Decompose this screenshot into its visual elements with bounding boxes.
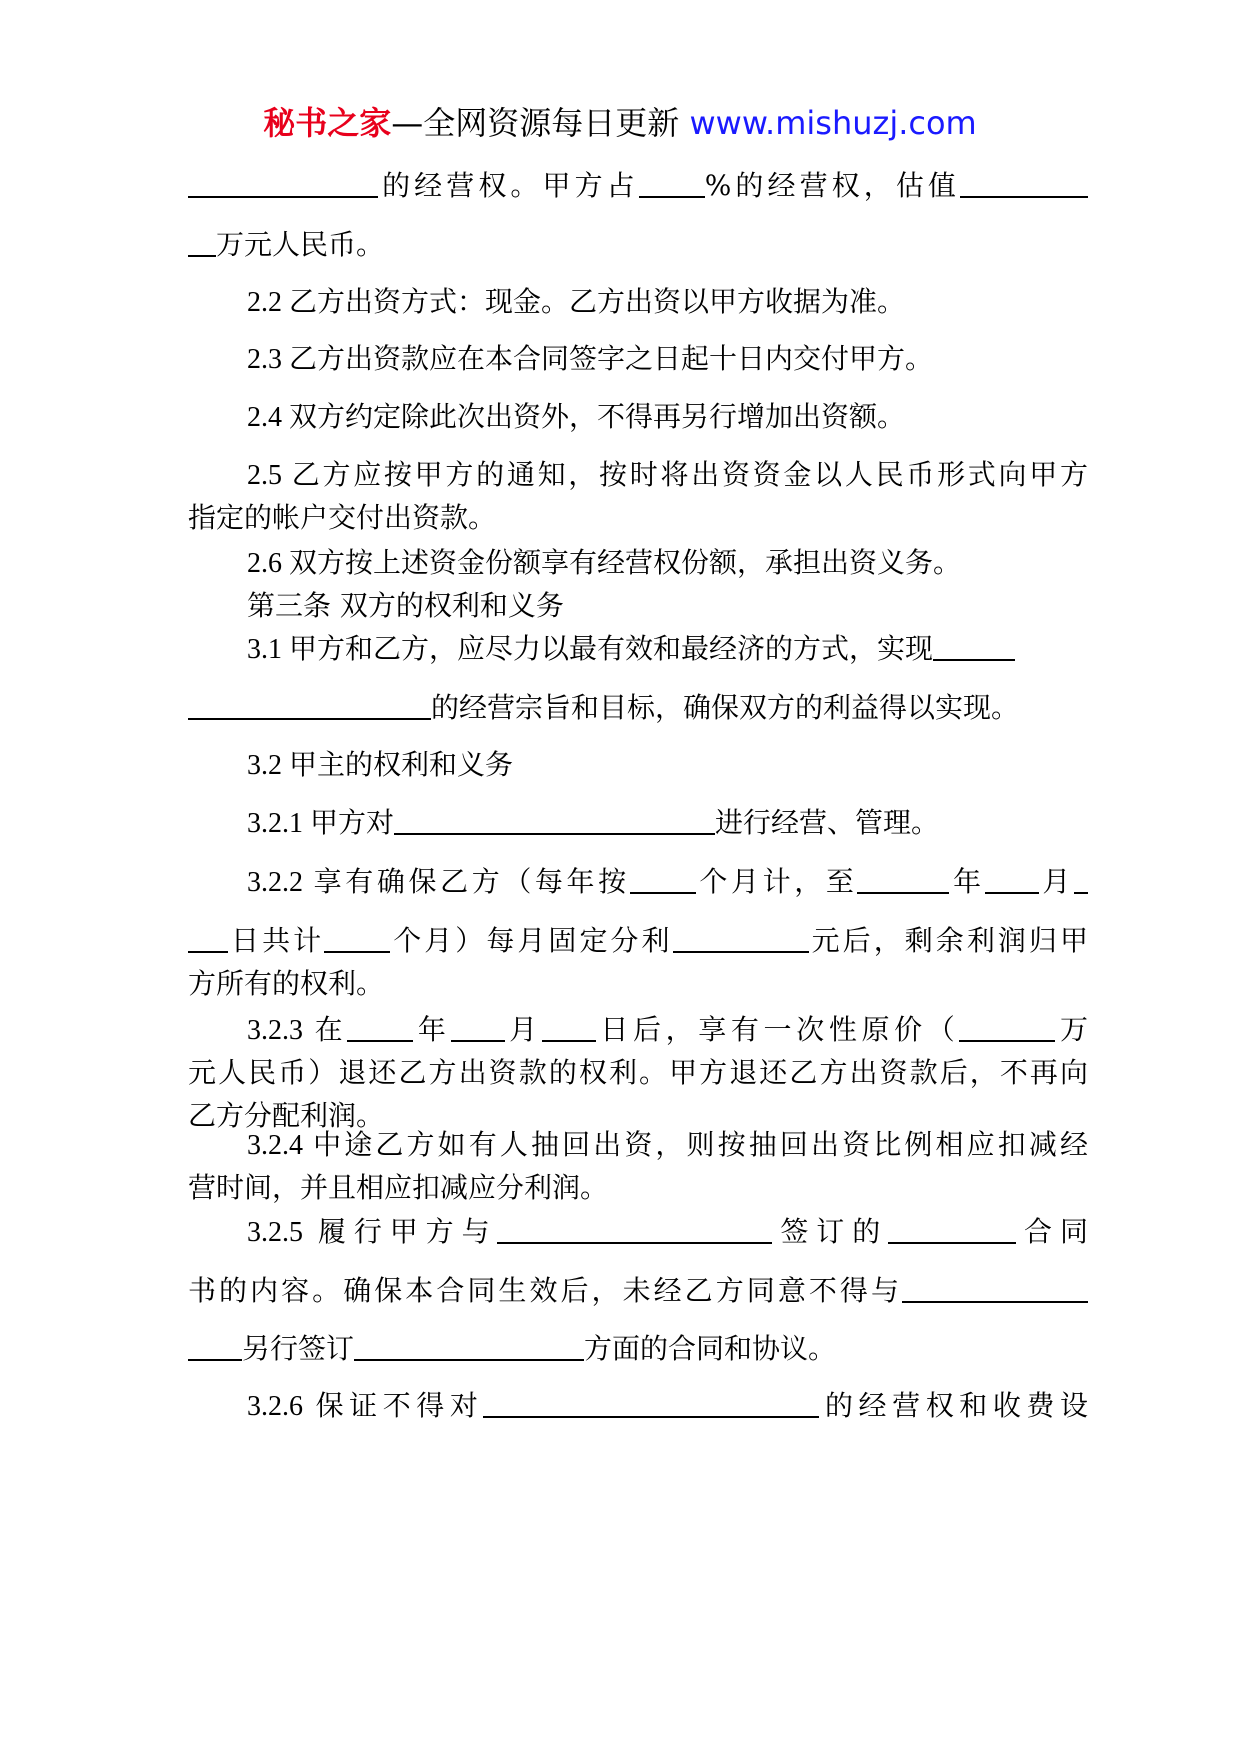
clause-3-2-5: 3.2.5 履行甲方与 签订的 合同 — [247, 1217, 1088, 1248]
blank-field — [188, 170, 378, 198]
blank-field — [497, 1216, 772, 1244]
clause-3-2-6: 3.2.6 保证不得对 的经营权和收费设 — [247, 1391, 1088, 1422]
header-tagline: —全网资源每日更新 — [391, 104, 680, 142]
blank-field — [933, 633, 1015, 661]
clause-2-5-cont: 指定的帐户交付出资款。 — [188, 501, 497, 534]
blank-field — [394, 807, 715, 835]
blank-field — [188, 925, 228, 953]
clause-3-2-2-cont: 日共计 个月）每月固定分利 元后，剩余利润归甲 — [188, 921, 1088, 961]
clause-3-2-3-end: 乙方分配利润。 — [188, 1099, 385, 1132]
blank-field — [324, 925, 390, 953]
blank-field — [673, 925, 809, 953]
article-3-title: 第三条 双方的权利和义务 — [247, 589, 564, 622]
blank-field — [347, 1014, 413, 1042]
site-url[interactable]: www.mishuzj.com — [689, 104, 977, 142]
clause-3-1-cont: 的经营宗旨和目标，确保双方的利益得以实现。 — [188, 688, 1088, 728]
blank-field — [188, 692, 431, 720]
blank-field — [354, 1333, 584, 1361]
blank-field — [959, 1014, 1055, 1042]
clause-3-2-5-cont: 书的内容。确保本合同生效后，未经乙方同意不得与 — [188, 1271, 1088, 1311]
blank-field — [188, 1333, 242, 1361]
clause-2-5: 2.5 乙方应按甲方的通知，按时将出资资金以人民币形式向甲方 — [247, 460, 1088, 491]
clause-2-2: 2.2 乙方出资方式：现金。乙方出资以甲方收据为准。 — [247, 287, 906, 318]
blank-field — [857, 866, 949, 894]
clause-2-6: 2.6 双方按上述资金份额享有经营权份额，承担出资义务。 — [247, 548, 962, 579]
clause-3-2-4-cont: 营时间，并且相应扣减应分利润。 — [188, 1171, 609, 1204]
blank-field — [960, 170, 1088, 198]
blank-field — [888, 1216, 1016, 1244]
blank-field — [483, 1390, 819, 1418]
clause-3-2-5-end: 另行签订 方面的合同和协议。 — [188, 1329, 1088, 1369]
blank-field — [542, 1014, 596, 1042]
clause-3-1: 3.1 甲方和乙方，应尽力以最有效和最经济的方式，实现 — [247, 630, 1088, 670]
text-line: 万元人民币。 — [188, 225, 1088, 265]
brand-name: 秘书之家 — [263, 104, 392, 142]
clause-3-2-1: 3.2.1 甲方对 进行经营、管理。 — [247, 808, 940, 839]
clause-2-3: 2.3 乙方出资款应在本合同签字之日起十日内交付甲方。 — [247, 344, 934, 375]
blank-field — [1074, 866, 1088, 894]
clause-2-4: 2.4 双方约定除此次出资外，不得再另行增加出资额。 — [247, 402, 906, 433]
clause-3-2-3-cont: 元人民币）退还乙方出资款的权利。甲方退还乙方出资款后，不再向 — [188, 1056, 1088, 1089]
blank-field — [902, 1275, 1088, 1303]
text-line: 的经营权。甲方占 %的经营权，估值 — [188, 166, 1088, 206]
blank-field — [188, 229, 216, 257]
clause-3-2-3: 3.2.3 在 年 月 日后，享有一次性原价（ 万 — [247, 1015, 1088, 1046]
clause-3-2-4: 3.2.4 中途乙方如有人抽回出资，则按抽回出资比例相应扣减经 — [247, 1130, 1088, 1161]
clause-3-2-2-end: 方所有的权利。 — [188, 967, 385, 1000]
page-header — [0, 98, 1240, 144]
blank-field — [985, 866, 1039, 894]
blank-field — [451, 1014, 505, 1042]
clause-3-2: 3.2 甲主的权利和义务 — [247, 750, 514, 781]
clause-3-2-2: 3.2.2 享有确保乙方（每年按 个月计，至 年 月 — [247, 863, 1088, 903]
blank-field — [639, 170, 705, 198]
blank-field — [630, 866, 696, 894]
